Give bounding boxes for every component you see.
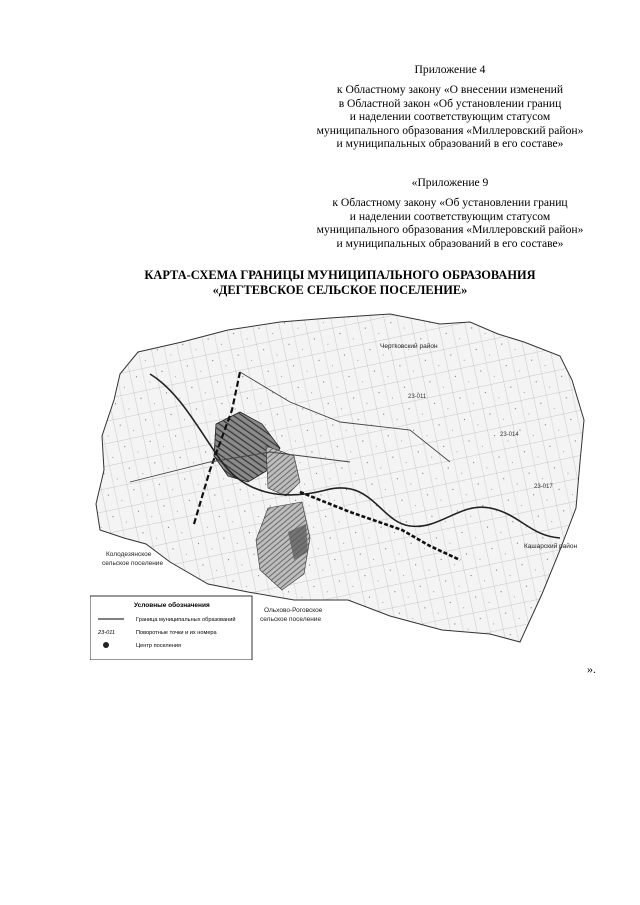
annex4-line: и наделении соответствующим статусом	[349, 110, 551, 124]
annex9-line: и муниципальных образований в его составе»	[336, 236, 564, 250]
annex9-line: муниципального образования «Миллеровский район»	[316, 223, 584, 237]
annex4-line: и муниципальных образований в его составе»	[336, 137, 564, 151]
annex4-line: в Областной закон «Об установлении границ	[338, 96, 562, 110]
legend-item-symbol: 23-011	[98, 630, 116, 636]
document-title	[0, 268, 640, 298]
boundary-map	[90, 312, 590, 660]
map-label-west: Колодезянское	[106, 551, 152, 558]
map-territory	[96, 314, 584, 642]
annex4-line: муниципального образования «Миллеровский район»	[316, 123, 584, 137]
annex4-header	[260, 63, 640, 150]
map-label-south: сельское поселение	[260, 616, 322, 623]
map-label-north: Чертковский район	[380, 343, 438, 350]
annex9-line: к Областному закону «Об установлении границ	[332, 196, 568, 210]
map-label-west: сельское поселение	[102, 560, 164, 567]
legend-title: Условные обозначения	[134, 602, 210, 609]
annex9-heading: «Приложение 9	[411, 176, 489, 189]
map-label-south: Ольхово-Роговское	[264, 607, 323, 614]
svg-text:23-014: 23-014	[500, 432, 519, 438]
legend-item-text: Граница муниципальных образований	[136, 617, 236, 623]
settlement-center-icon	[103, 642, 109, 648]
annex4-heading: Приложение 4	[414, 63, 486, 76]
svg-text:23-011: 23-011	[408, 394, 427, 400]
closing-quote-mark: ».	[587, 662, 596, 676]
annex9-line: и наделении соответствующим статусом	[349, 209, 551, 223]
title-line-2: «ДЕГТЕВСКОЕ СЕЛЬСКОЕ ПОСЕЛЕНИЕ»	[212, 283, 468, 297]
annex9-header	[260, 176, 640, 250]
title-line-1: КАРТА-СХЕМА ГРАНИЦЫ МУНИЦИПАЛЬНОГО ОБРАЗОВАНИЯ	[144, 268, 536, 282]
svg-text:23-017: 23-017	[534, 484, 553, 490]
legend-item-text: Центр поселения	[136, 643, 182, 649]
legend-item-text: Поворотные точки и их номера	[136, 630, 217, 636]
map-label-east: Кашарский район	[524, 543, 578, 550]
annex4-line: к Областному закону «О внесении изменений	[336, 83, 564, 97]
map-legend	[90, 596, 252, 660]
